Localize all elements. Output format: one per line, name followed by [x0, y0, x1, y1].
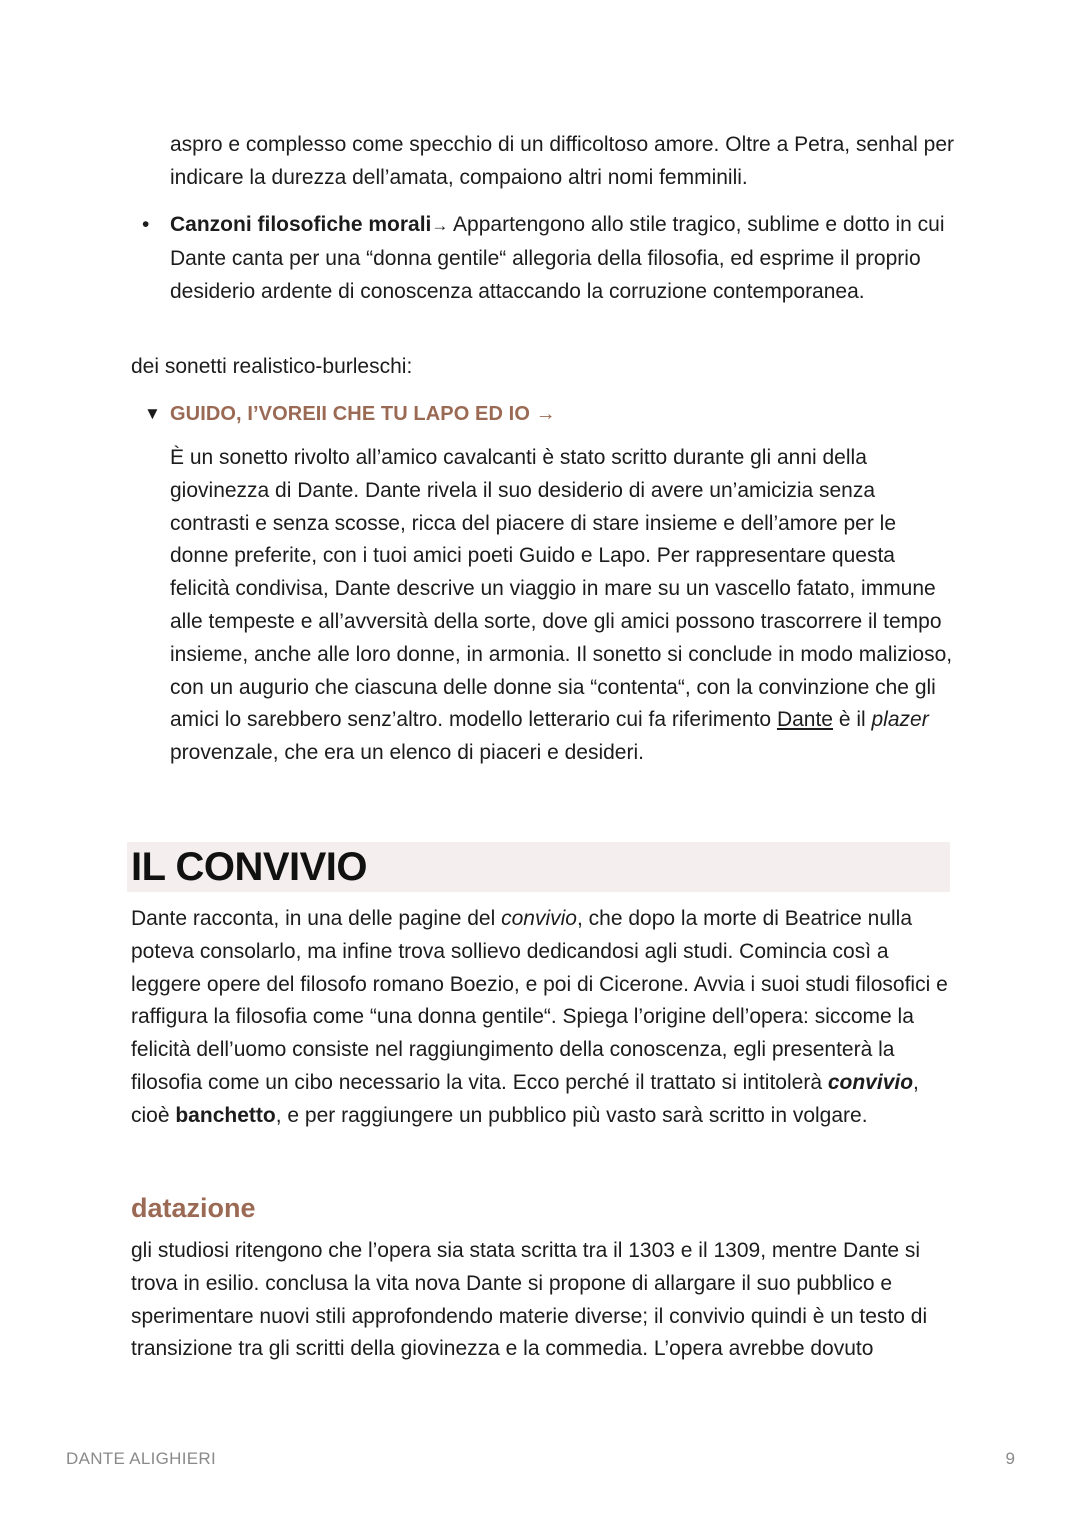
bullet-icon: • — [142, 213, 150, 236]
arrow-icon: → — [431, 216, 449, 235]
datazione-paragraph: gli studiosi ritengono che l’opera sia stata scritta tra il 1303 e il 1309, mentre Dante si trova in esilio. conclusa la vita nova Dante si propone di allargare il suo pubblico e sperimentare nuovi stili approfondendo materie diverse; il convivio quindi è un testo di transizione tra gli scritti della giovinezza e la commedia. L’opera avrebbe dovuto — [131, 1239, 928, 1361]
paragraph-text: , cioè — [131, 1070, 919, 1127]
toggle-body-text: è il — [832, 708, 872, 732]
heading-datazione: datazione — [131, 1193, 256, 1223]
toggle-body — [170, 442, 960, 770]
footer-title: DANTE ALIGHIERI — [66, 1449, 216, 1468]
paragraph-text: , e per raggiungere un pubblico più vasto sarà scritto in volgare. — [275, 1103, 868, 1127]
dante-link[interactable]: Dante — [776, 708, 833, 732]
plazer-term: plazer — [871, 708, 929, 732]
list-item-term: Canzoni filosofiche morali — [170, 213, 432, 236]
triangle-down-icon[interactable]: ▼ — [144, 404, 161, 423]
sonetti-intro: dei sonetti realistico-burleschi: — [131, 355, 413, 378]
banchetto-term: banchetto — [175, 1103, 276, 1127]
list-item-text: Appartengono allo stile tragico, sublime e dotto in cui Dante canta per una “donna gentile“ allegoria della filosofia, ed esprime il proprio desiderio ardente di conoscenza attaccando la corruzione contemporanea. — [170, 213, 945, 303]
convivio-term: convivio — [501, 907, 577, 930]
convivio-title-term: convivio — [827, 1070, 914, 1094]
paragraph-text: , che dopo la morte di Beatrice nulla poteva consolarlo, ma infine trova sollievo dedicandosi agli studi. Comincia così a leggere opere del filosofo romano Boezio, e poi di Cicerone. Avvia i suoi studi filosofici e raffigura la filosofia come “una donna gentile“. Spiega l’origine dell’opera: siccome la felicità dell’uomo consiste nel raggiungimento della conoscenza, egli presenterà la filosofia come un cibo necessario la vita. Ecco perché il trattato si intitolerà — [131, 907, 948, 1094]
toggle-body-text: È un sonetto rivolto all’amico cavalcanti è stato scritto durante gli anni della giovinezza di Dante. Dante rivela il suo desiderio di avere un’amicizia senza contrasti e senza scosse, ricca del piacere di stare insieme e dell’amore per le donne preferite, con i tuoi amici poeti Guido e Lapo. Per rappresentare questa felicità condivisa, Dante descrive un viaggio in mare su un vascello fatato, immune alle tempeste e all’avversità della sorte, dove gli amici possono trascorrere il tempo insieme, anche alle loro donne, in armonia. Il sonetto si conclude in modo malizioso, con un augurio che ciascuna delle donne sia “contenta“, con la convinzione che gli amici lo sarebbero senz’altro. modello letterario cui fa riferimento — [170, 446, 953, 732]
list-item-canzoni — [142, 209, 960, 308]
toggle-title: GUIDO, I’VOREII CHE TU LAPO ED IO → — [170, 402, 556, 425]
page-number: 9 — [1005, 1449, 1015, 1468]
toggle-body-text: provenzale, che era un elenco di piaceri e desideri. — [170, 741, 644, 765]
heading-convivio: IL CONVIVIO — [131, 845, 368, 889]
paragraph-text: Dante racconta, in una delle pagine del — [131, 907, 502, 930]
continuation-paragraph: aspro e complesso come specchio di un difficoltoso amore. Oltre a Petra, senhal per indicare la durezza dell’amata, compaiono altri nomi femminili. — [170, 133, 955, 189]
toggle-header[interactable] — [144, 398, 556, 430]
convivio-paragraph — [131, 903, 956, 1133]
